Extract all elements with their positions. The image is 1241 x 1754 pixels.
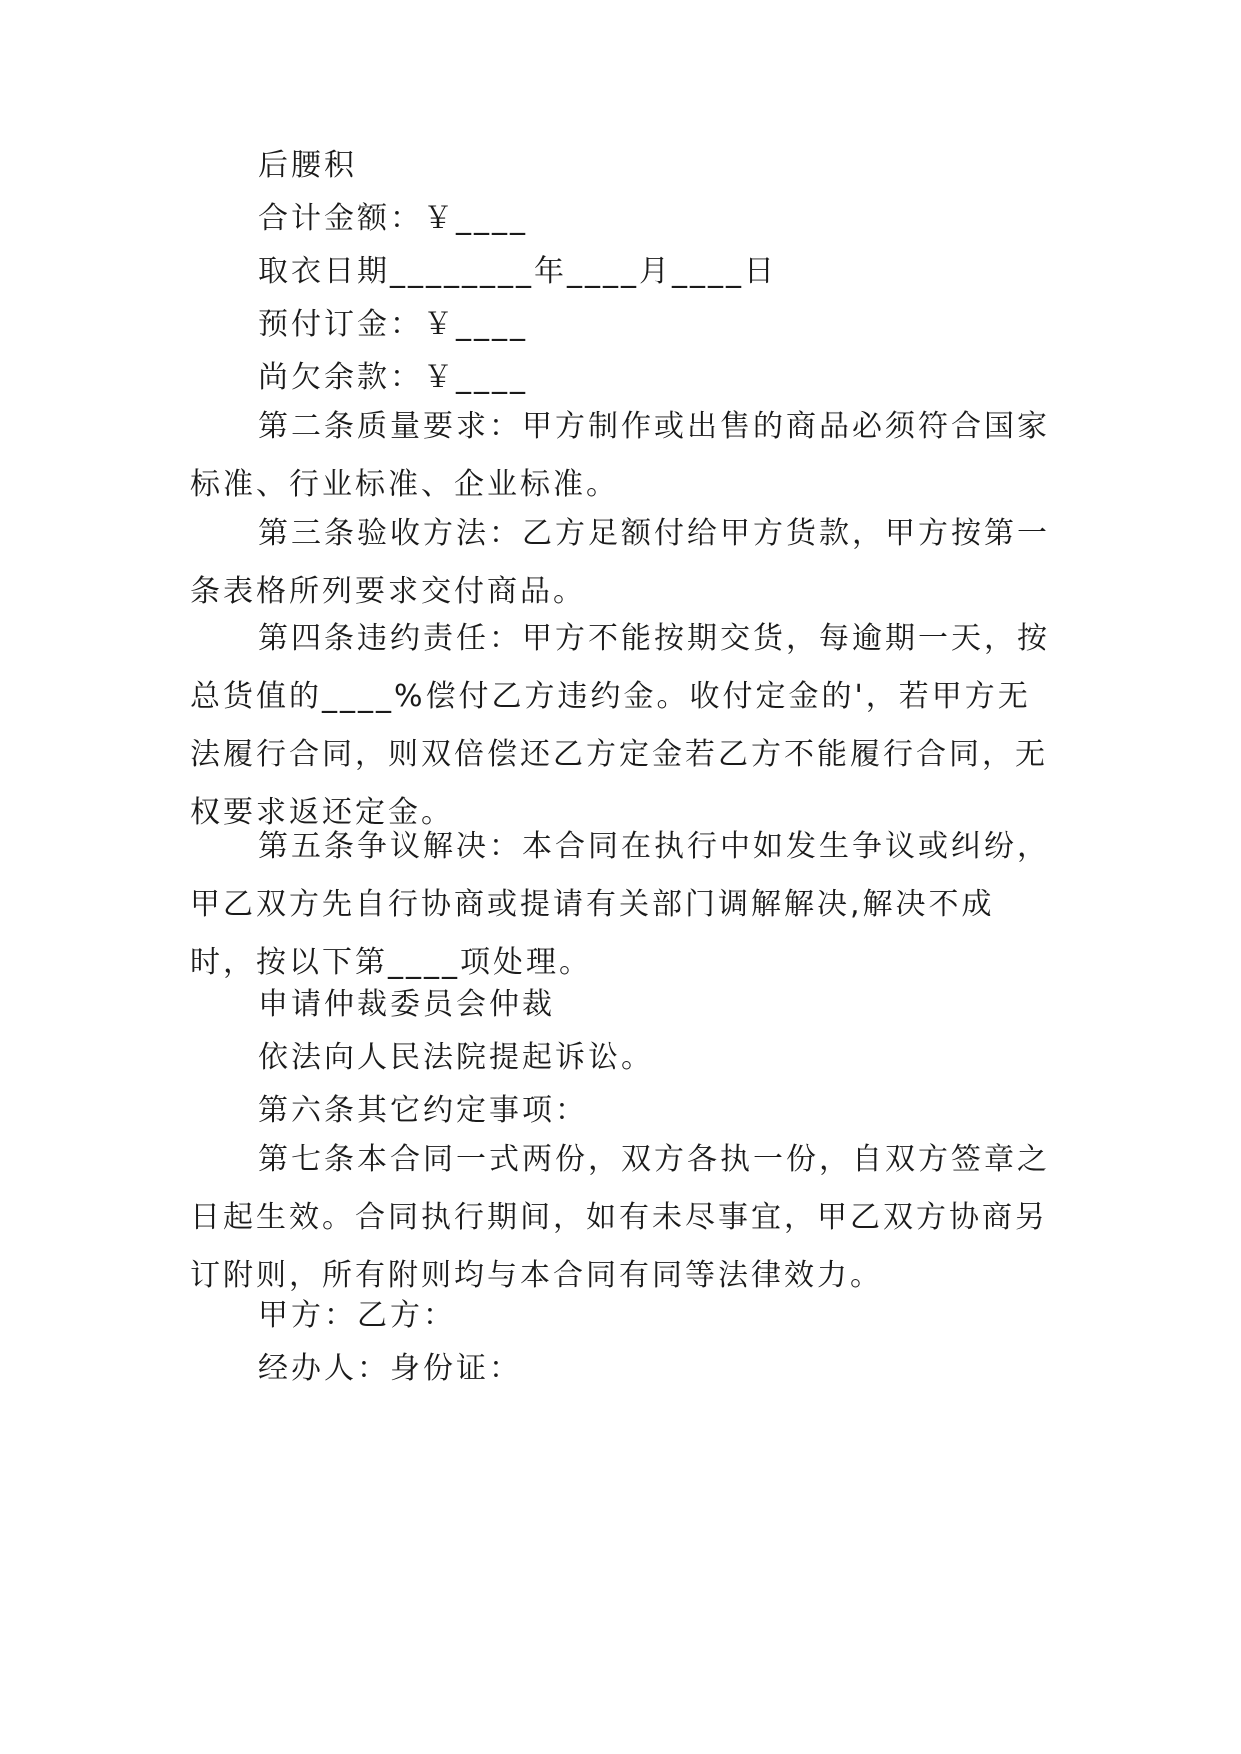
option-litigation: 依法向人民法院提起诉讼。	[258, 1040, 654, 1075]
paragraph-pickup-date: 取衣日期________年____月____日	[258, 254, 777, 289]
paragraph-total-amount: 合计金额：￥____	[258, 201, 528, 236]
clause-7-copies: 第七条本合同一式两份，双方各执一份，自双方签章之日起生效。合同执行期间，如有未尽事宜，甲乙双方协商另订附则，所有附则均与本合同有同等法律效力。	[190, 1142, 1050, 1293]
parties-line: 甲方：乙方：	[258, 1298, 456, 1333]
agent-id-line: 经办人：身份证：	[258, 1351, 522, 1386]
option-arbitration: 申请仲裁委员会仲裁	[258, 987, 555, 1022]
paragraph-balance-due: 尚欠余款：￥____	[258, 360, 528, 395]
clause-3-acceptance: 第三条验收方法：乙方足额付给甲方货款，甲方按第一条表格所列要求交付商品。	[190, 516, 1050, 609]
clause-6-other: 第六条其它约定事项：	[258, 1093, 588, 1128]
clause-2-quality: 第二条质量要求：甲方制作或出售的商品必须符合国家标准、行业标准、企业标准。	[190, 409, 1050, 502]
paragraph-deposit: 预付订金：￥____	[258, 307, 528, 342]
paragraph-waist: 后腰积	[258, 148, 357, 183]
clause-5-dispute: 第五条争议解决：本合同在执行中如发生争议或纠纷，甲乙双方先自行协商或提请有关部门调解解决,解决不成时，按以下第____项处理。	[190, 829, 1050, 980]
clause-4-liability: 第四条违约责任：甲方不能按期交货，每逾期一天，按总货值的____%偿付乙方违约金。收付定金的'，若甲方无法履行合同，则双倍偿还乙方定金若乙方不能履行合同，无权要求返还定金。	[190, 621, 1050, 830]
